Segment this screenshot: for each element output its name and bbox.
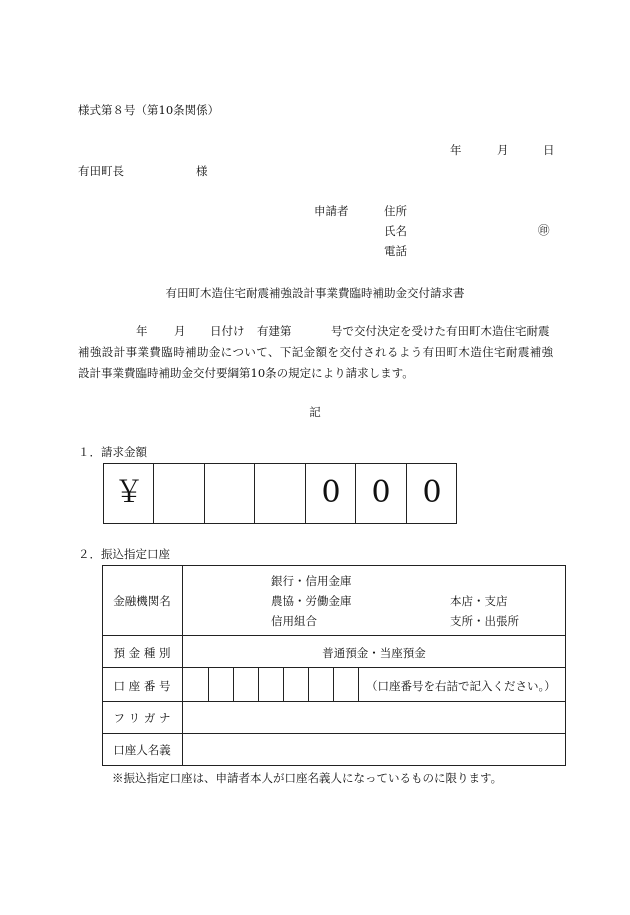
date-year: 年	[450, 143, 462, 157]
ki-label: 記	[309, 405, 321, 419]
deposit-type-value[interactable]: 普通預金・当座預金	[322, 646, 426, 660]
body-line1-month: 月	[174, 324, 186, 338]
section2-heading: ２．振込指定口座	[78, 547, 170, 561]
bank-type-1[interactable]: 銀行・信用金庫	[271, 574, 352, 588]
amount-digit-6[interactable]: 0	[422, 475, 442, 510]
amount-digit-4[interactable]: 0	[321, 475, 341, 510]
deposit-type-label: 預 金 種 別	[113, 646, 171, 660]
amount-digit-5[interactable]: 0	[371, 475, 391, 510]
body-line3: 設計事業費臨時補助金交付要綱第10条の規定により請求します。	[78, 366, 414, 380]
body-line1-year: 年	[136, 324, 148, 338]
account-number-label: 口 座 番 号	[113, 679, 171, 693]
amount-yen: ￥	[114, 475, 144, 510]
addressee-name: 有田町長	[78, 164, 124, 178]
bank-type-2[interactable]: 農協・労働金庫	[271, 594, 352, 608]
account-number-note: （口座番号を右詰で記入ください。）	[366, 679, 556, 693]
bank-name-label: 金融機関名	[113, 594, 171, 608]
section1-heading: １．請求金額	[78, 445, 147, 459]
document-title: 有田町木造住宅耐震補強設計事業費臨時補助金交付請求書	[165, 286, 465, 300]
applicant-label: 申請者	[314, 204, 349, 218]
date-month: 月	[497, 143, 509, 157]
applicant-phone-label: 電話	[384, 244, 407, 258]
body-line1-ref: 有建第	[257, 324, 292, 338]
branch-type-2[interactable]: 支所・出張所	[450, 614, 519, 628]
date-day: 日	[543, 143, 555, 157]
account-holder-label: 口座人名義	[113, 743, 171, 757]
form-label: 様式第８号（第10条関係）	[78, 103, 220, 117]
branch-type-1[interactable]: 本店・支店	[450, 594, 508, 608]
body-line1-rest: 号で交付決定を受けた有田町木造住宅耐震	[331, 324, 550, 338]
body-line2: 補強設計事業費臨時補助金について、下記金額を交付されるよう有田町木造住宅耐震補強	[78, 345, 554, 359]
body-line1-day: 日付け	[210, 324, 245, 338]
addressee-honorific: 様	[196, 164, 208, 178]
applicant-name-label: 氏名	[384, 224, 407, 238]
bank-type-3[interactable]: 信用組合	[271, 614, 317, 628]
applicant-address-label: 住所	[384, 204, 407, 218]
account-footnote: ※振込指定口座は、申請者本人が口座名義人になっているものに限ります。	[112, 771, 503, 785]
seal-mark: ㊞	[538, 223, 550, 237]
furigana-label: フ リ ガ ナ	[113, 711, 171, 725]
